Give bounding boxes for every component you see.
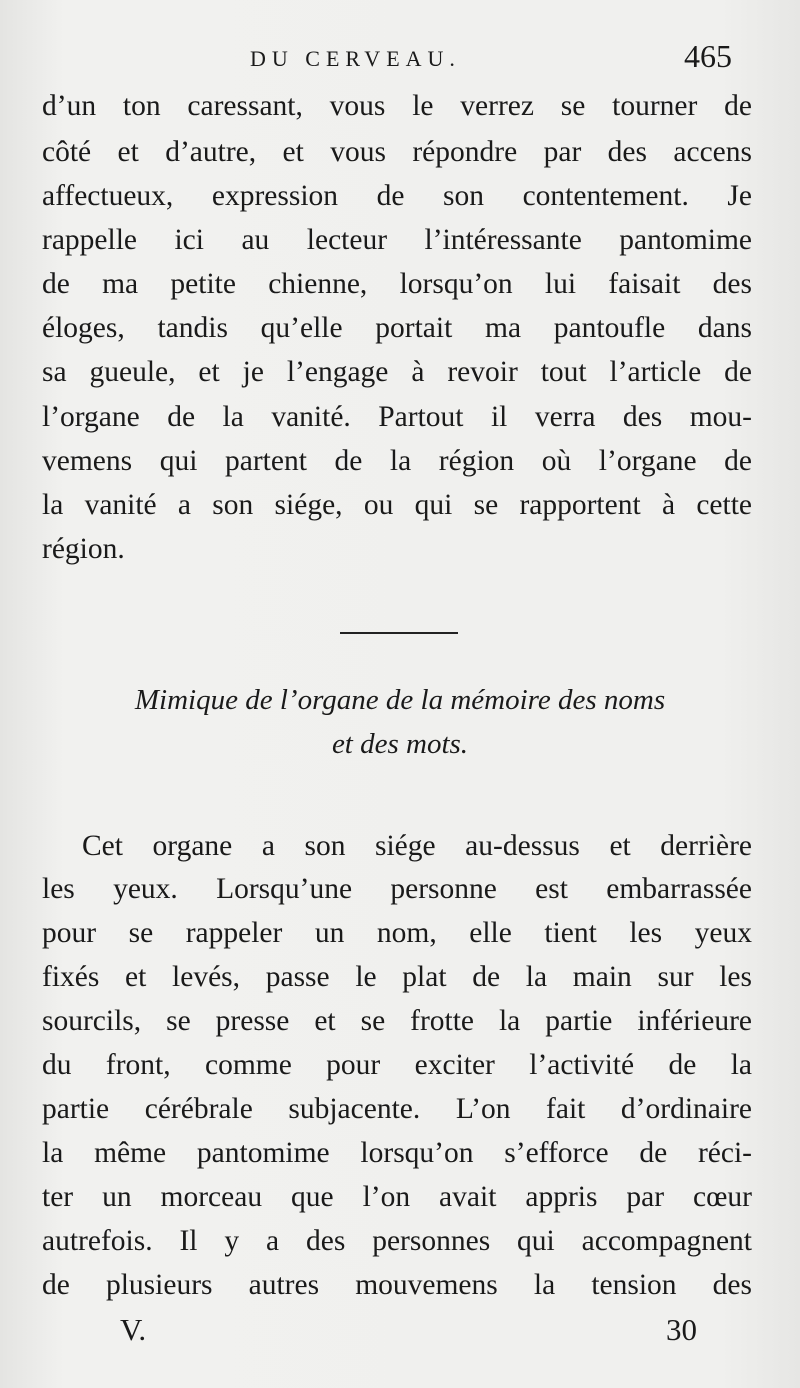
text-line: la vanité a son siége, ou qui se rapportent à cette bbox=[42, 489, 752, 521]
page-number: 465 bbox=[684, 38, 732, 74]
gathering-number: 30 bbox=[666, 1312, 697, 1347]
text-line: vemens qui partent de la région où l’organe de bbox=[42, 445, 752, 477]
running-title: DU CERVEAU. bbox=[250, 46, 461, 71]
text-line: d’un ton caressant, vous le verrez se tourner de bbox=[42, 90, 752, 122]
text-line: du front, comme pour exciter l’activité de la bbox=[42, 1049, 752, 1081]
signature-mark: V. bbox=[120, 1312, 147, 1347]
text-line: éloges, tandis qu’elle portait ma pantoufle dans bbox=[42, 312, 752, 344]
section-divider bbox=[340, 632, 458, 634]
section-heading: Mimique de l’organe de la mémoire des noms bbox=[134, 684, 666, 716]
text-line: l’organe de la vanité. Partout il verra des mou- bbox=[42, 401, 752, 433]
text-line: de ma petite chienne, lorsqu’on lui faisait des bbox=[42, 268, 752, 300]
text-line: autrefois. Il y a des personnes qui accompagnent bbox=[42, 1225, 752, 1257]
text-line: sourcils, se presse et se frotte la partie inférieure bbox=[42, 1005, 752, 1037]
text-line: affectueux, expression de son contentement. Je bbox=[42, 180, 752, 212]
text-line: Cet organe a son siége au-dessus et derrière bbox=[82, 830, 752, 862]
section-heading: et des mots. bbox=[331, 728, 469, 760]
text-line: sa gueule, et je l’engage à revoir tout l’article de bbox=[42, 356, 752, 388]
text-line: la même pantomime lorsqu’on s’efforce de réci- bbox=[42, 1137, 752, 1169]
text-line: de plusieurs autres mouvemens la tension des bbox=[42, 1269, 752, 1301]
text-line: côté et d’autre, et vous répondre par des accens bbox=[42, 136, 752, 168]
text-line: rappelle ici au lecteur l’intéressante pantomime bbox=[42, 224, 752, 256]
page-footer bbox=[0, 1312, 800, 1352]
text-line: partie cérébrale subjacente. L’on fait d’ordinaire bbox=[42, 1093, 752, 1125]
text-line: fixés et levés, passe le plat de la main sur les bbox=[42, 961, 752, 993]
text-line: ter un morceau que l’on avait appris par cœur bbox=[42, 1181, 752, 1213]
text-line: pour se rappeler un nom, elle tient les yeux bbox=[42, 917, 752, 949]
running-head bbox=[0, 38, 800, 78]
text-line: les yeux. Lorsqu’une personne est embarrassée bbox=[42, 873, 752, 905]
text-line: région. bbox=[42, 533, 125, 565]
